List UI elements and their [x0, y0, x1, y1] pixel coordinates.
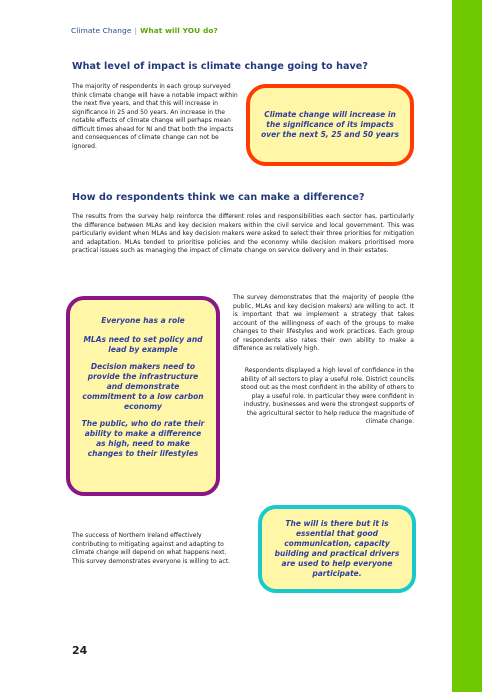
- page-number: 24: [72, 644, 88, 657]
- respondents-paragraph: [233, 367, 414, 427]
- roles-callout-line: Everyone has a role: [101, 316, 185, 325]
- impact-callout-text: Climate change will increase in the significance of its impacts over the next 5, 25 and 50 years: [261, 110, 399, 139]
- survey-paragraph: [233, 294, 414, 354]
- header-subtitle: What will YOU do?: [140, 26, 218, 35]
- impact-paragraph: [72, 83, 242, 151]
- will-callout-text: The will is there but it is essential that good communication, capacity building and practical drivers are used to help everyone participate.: [274, 519, 400, 578]
- impact-heading: What level of impact is climate change going to have?: [72, 61, 368, 72]
- impact-callout: [246, 84, 414, 166]
- header-separator: |: [134, 26, 138, 35]
- roles-callout-line: The public, who do rate their ability to make a difference as high, need to make changes to their lifestyles: [81, 419, 205, 458]
- roles-callout-line: Decision makers need to provide the infrastructure and demonstrate commitment to a low carbon economy: [82, 362, 204, 411]
- northern-ireland-paragraph: [72, 532, 233, 566]
- roles-callout: [66, 296, 220, 496]
- survey-paragraph-text: The survey demonstrates that the majority of people (the public, MLAs and key decision makers) are willing to act. It is important that we implement a strategy that takes account of the willingness of each of the groups to make changes to their lifestyles and work practices. Each group of respondents also rates their own ability to make a difference as relatively high.: [233, 294, 414, 352]
- results-paragraph-text: The results from the survey help reinforce the different roles and responsibilities each sector has, particularly the difference between MLAs and key decision makers within the civil service and local government. This was particularly evident when MLAs and key decision makers were asked to select their three priorities for mitigation and adaptation. MLAs tended to prioritise policies and the economy while decision makers prioritised more practical issues such as managing the impact of climate change on service delivery and in their estates.: [72, 213, 414, 254]
- results-paragraph: [72, 213, 414, 256]
- difference-heading: How do respondents think we can make a difference?: [72, 192, 365, 203]
- header-section: Climate Change: [71, 26, 132, 35]
- roles-callout-line: MLAs need to set policy and lead by example: [83, 335, 203, 354]
- will-callout: [258, 505, 416, 593]
- respondents-paragraph-text: Respondents displayed a high level of confidence in the ability of all sectors to play a useful role. District councils stood out as the most confident in the ability of others to play a useful role. In particular they were confident in industry, businesses and were the strongest supports of the agricultural sector to help reduce the magnitude of climate change.: [240, 367, 414, 425]
- northern-ireland-paragraph-text: The success of Northern Ireland effectively contributing to mitigating against and adapting to climate change will depend on what happens next. This survey demonstrates everyone is willing to act.: [72, 532, 230, 565]
- side-accent-bar: [452, 0, 482, 692]
- running-header: [71, 26, 218, 35]
- impact-paragraph-text: The majority of respondents in each group surveyed think climate change will have a notable impact within the next five years, and that this will increase in significance in 25 and 50 years. An increase in the notable effects of climate change will perhaps mean difficult times ahead for NI and that both the impacts and consequences of climate change can not be ignored.: [72, 83, 238, 150]
